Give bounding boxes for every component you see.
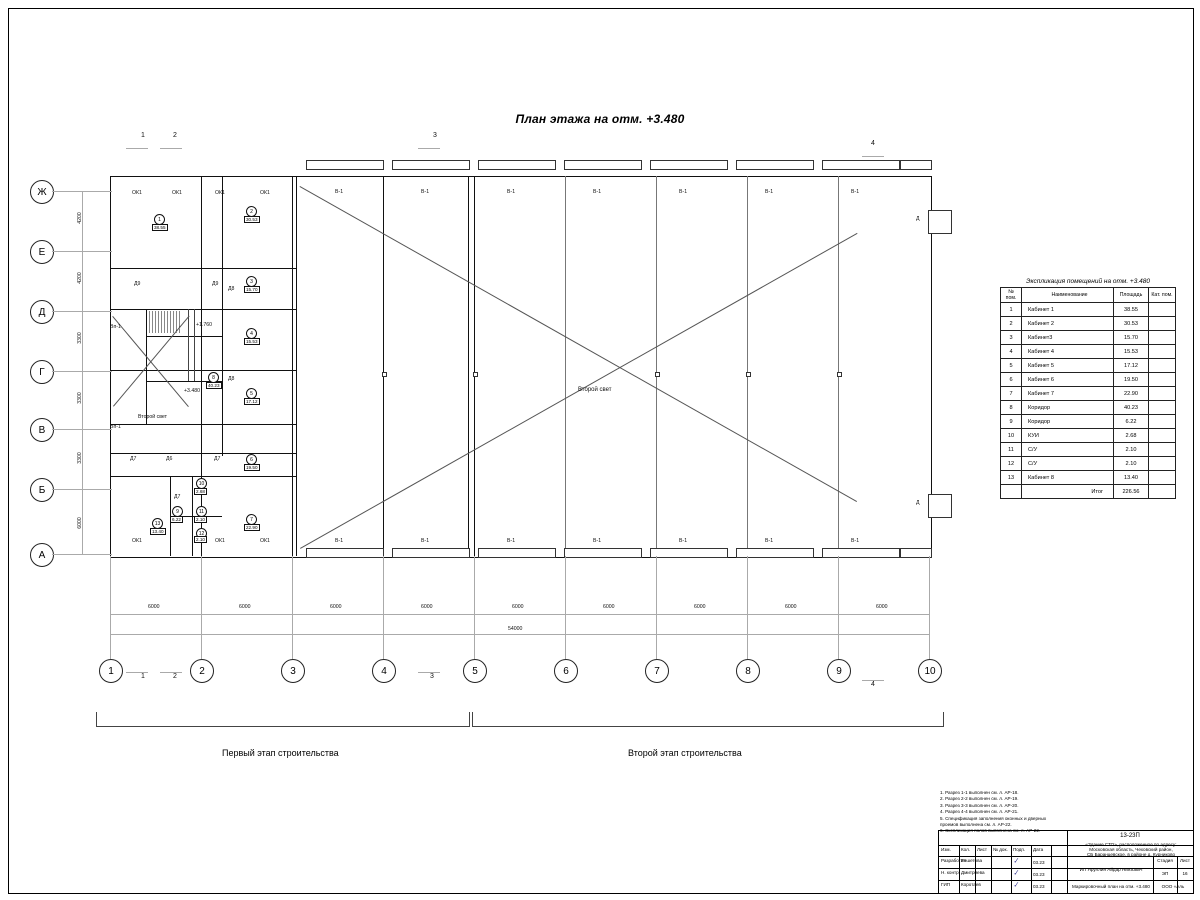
axis-bubble-2: 2	[190, 659, 214, 683]
section-mark-1-bottom: 1	[141, 673, 145, 680]
cell-num: 3	[1001, 331, 1022, 345]
window-ok1-bot-2: ОК1	[215, 538, 225, 544]
door-label-8: Д7	[174, 494, 181, 500]
axis-leader-v	[383, 556, 384, 659]
cell-num: 11	[1001, 443, 1022, 457]
vp1-label-1: Вп-1	[110, 324, 121, 330]
cell-area: 30.53	[1114, 317, 1149, 331]
window-b1-top-3	[478, 160, 556, 170]
door-label-right-top: Д	[916, 216, 920, 222]
explication-table	[1000, 287, 1176, 499]
header-kat: Кат. пом.	[1149, 288, 1176, 303]
cell-num: 8	[1001, 401, 1022, 415]
dim-bottom-6: 6000	[603, 604, 615, 610]
cell-name: Кабинет3	[1022, 331, 1114, 345]
section-leader	[126, 672, 148, 673]
cell-num: 1	[1001, 303, 1022, 317]
cell-total-area: 226.56	[1114, 485, 1149, 499]
dim-bottom-4: 6000	[421, 604, 433, 610]
axis-bubble-6: 6	[554, 659, 578, 683]
cell-num: 4	[1001, 345, 1022, 359]
dim-left-6: 6000	[76, 517, 83, 529]
notes-block	[940, 790, 1170, 835]
window-b1-top-8	[900, 160, 932, 170]
room-number: 9	[172, 506, 183, 517]
door-label-2: Д9	[212, 281, 219, 287]
cell-num: 9	[1001, 415, 1022, 429]
table-row	[1001, 443, 1176, 457]
dim-bottom-5: 6000	[512, 604, 524, 610]
axis-bubble-a: А	[30, 543, 54, 567]
vp1-label-2: Вп-1	[110, 424, 121, 430]
axis-leader-v	[656, 556, 657, 659]
window-b1-bot-3	[478, 548, 556, 558]
header-name: Наименование	[1022, 288, 1114, 303]
room-number: 10	[196, 478, 207, 489]
note-line: 5. Спецификация заполнения оконных и дверных	[940, 815, 1047, 821]
room-area: 19.50	[246, 465, 258, 470]
grid-line-6	[565, 176, 566, 556]
window-ok1-top-2: ОК1	[172, 190, 182, 196]
wall-h-5	[110, 453, 296, 454]
wall-v-corridor	[222, 268, 223, 456]
cell-empty	[1001, 485, 1022, 499]
door-right-top	[928, 210, 952, 234]
dim-left-4: 3300	[76, 392, 83, 404]
axis-bubble-5: 5	[463, 659, 487, 683]
window-label-top-2: В-1	[421, 189, 430, 195]
door-label-4: Д8	[228, 376, 235, 382]
section-mark-2-top: 2	[173, 132, 177, 139]
dim-line-total	[110, 634, 929, 635]
table-header-row	[1001, 288, 1176, 303]
cell-num: 13	[1001, 471, 1022, 485]
room-number: 7	[246, 514, 257, 525]
dim-left-2: 4200	[76, 272, 83, 284]
cell-area: 2.10	[1114, 457, 1149, 471]
axis-leader-v	[838, 556, 839, 659]
table-row	[1001, 331, 1176, 345]
stamp-col-izm: Изм.	[941, 847, 951, 852]
dim-bottom-2: 6000	[239, 604, 251, 610]
cell-name: Кабинет 7	[1022, 387, 1114, 401]
axis-leader	[52, 554, 112, 555]
axis-bubble-zh: Ж	[30, 180, 54, 204]
cell-name: Кабинет 5	[1022, 359, 1114, 373]
section-mark-2-bottom: 2	[173, 673, 177, 680]
window-b1-bot-1	[306, 548, 384, 558]
axis-bubble-g: Г	[30, 360, 54, 384]
cell-kat	[1149, 345, 1176, 359]
cell-name: Коридор	[1022, 415, 1114, 429]
column-marker	[382, 372, 387, 377]
room-number: 8	[208, 372, 219, 383]
note-line: 6. Экспликация полов выполнена см. л. АР-22.	[940, 828, 1041, 834]
door-label-7: Д7	[214, 456, 221, 462]
wall-h-1	[110, 268, 296, 269]
axis-bubble-1: 1	[99, 659, 123, 683]
stamp-code: 13-23П	[1120, 833, 1140, 839]
room-area: 2.10	[196, 517, 205, 522]
axis-bubble-d: Д	[30, 300, 54, 324]
section-leader	[418, 148, 440, 149]
column-marker	[746, 372, 751, 377]
door-label-right-bottom: Д	[916, 500, 920, 506]
cell-kat	[1149, 471, 1176, 485]
cell-name: Кабинет 1	[1022, 303, 1114, 317]
stamp-col-data: Дата	[1033, 847, 1044, 852]
column-marker	[837, 372, 842, 377]
stamp-col-podp: Подп.	[1013, 847, 1026, 852]
cell-empty	[1149, 485, 1176, 499]
room-number: 6	[246, 454, 257, 465]
window-b1-bot-4	[564, 548, 642, 558]
stamp-org: ООО «Аль	[1161, 884, 1185, 889]
axis-leader-v	[292, 556, 293, 659]
room-number: 3	[246, 276, 257, 287]
dim-total: 54000	[508, 626, 523, 632]
stamp-sheet-label: Лист	[1180, 858, 1190, 863]
dim-bottom-1: 6000	[148, 604, 160, 610]
axis-bubble-4: 4	[372, 659, 396, 683]
cell-area: 15.53	[1114, 345, 1149, 359]
grid-line-7	[656, 176, 657, 556]
cell-kat	[1149, 429, 1176, 443]
room-number: 1	[154, 214, 165, 225]
room-area: 30.53	[246, 217, 258, 222]
cell-name: Коридор	[1022, 401, 1114, 415]
axis-leader-v	[201, 556, 202, 659]
wall-h-stair-1	[146, 336, 222, 337]
window-b1-bot-7	[822, 548, 900, 558]
window-label-top-1: В-1	[335, 189, 344, 195]
section-leader	[418, 672, 440, 673]
cell-kat	[1149, 443, 1176, 457]
room-area: 40.23	[208, 383, 220, 388]
window-ok1-top-4: ОК1	[260, 190, 270, 196]
grid-line-1	[110, 176, 111, 556]
cell-num: 2	[1001, 317, 1022, 331]
cell-num: 10	[1001, 429, 1022, 443]
stamp-sheet-value: 16	[1182, 871, 1188, 876]
window-label-top-5: В-1	[679, 189, 688, 195]
stair-rail-2	[194, 309, 195, 381]
building-outline	[110, 176, 932, 558]
room-area: 13.40	[152, 529, 164, 534]
table-row	[1001, 471, 1176, 485]
cell-num: 6	[1001, 373, 1022, 387]
window-b1-top-6	[736, 160, 814, 170]
cell-kat	[1149, 457, 1176, 471]
cell-kat	[1149, 303, 1176, 317]
stamp-name-3: Коротаев	[961, 882, 981, 887]
cell-num: 12	[1001, 457, 1022, 471]
window-label-top-3: В-1	[507, 189, 516, 195]
stamp-date-2: 03.23	[1033, 872, 1045, 877]
dim-bottom-7: 6000	[694, 604, 706, 610]
window-label-bot-2: В-1	[421, 538, 430, 544]
wall-h-4	[110, 424, 296, 425]
wc-wall-top	[146, 476, 222, 477]
table-total-row	[1001, 485, 1176, 499]
cell-area: 38.55	[1114, 303, 1149, 317]
cell-name: Кабинет 8	[1022, 471, 1114, 485]
axis-bubble-v: В	[30, 418, 54, 442]
header-area: Площадь	[1114, 288, 1149, 303]
header-num: № пом.	[1001, 288, 1022, 303]
room-area: 15.70	[246, 287, 258, 292]
axis-bubble-9: 9	[827, 659, 851, 683]
window-b1-top-4	[564, 160, 642, 170]
section-mark-3-top: 3	[433, 132, 437, 139]
window-label-bot-5: В-1	[679, 538, 688, 544]
room-number: 2	[246, 206, 257, 217]
signature-mark: ✓	[1012, 869, 1020, 878]
floor-level-label: +3.480	[184, 388, 201, 394]
stamp-object-2: Московская область, Чеховский район,	[1089, 847, 1173, 852]
axis-bubble-7: 7	[645, 659, 669, 683]
explication-table-wrapper	[1000, 278, 1176, 499]
grid-line-3	[292, 176, 293, 556]
second-light-label-left: Второй свет	[138, 414, 167, 420]
note-line: 2. Разрез 2-2 выполнен см. л. АР-19.	[940, 796, 1019, 802]
cell-kat	[1149, 359, 1176, 373]
axis-bubble-b: Б	[30, 478, 54, 502]
stage-bracket-right	[472, 712, 944, 727]
cell-area: 6.22	[1114, 415, 1149, 429]
window-label-top-7: В-1	[851, 189, 860, 195]
section-leader	[862, 680, 884, 681]
window-ok1-bot-3: ОК1	[260, 538, 270, 544]
cell-name: Кабинет 2	[1022, 317, 1114, 331]
window-b1-top-2	[392, 160, 470, 170]
stamp-role-1: Разработал	[941, 858, 967, 863]
room-number: 11	[196, 506, 207, 517]
stamp-name-1: Решетова	[961, 858, 983, 863]
dim-bottom-3: 6000	[330, 604, 342, 610]
window-label-top-6: В-1	[765, 189, 774, 195]
cell-area: 2.10	[1114, 443, 1149, 457]
window-b1-top-5	[650, 160, 728, 170]
stamp-date-3: 03.23	[1033, 884, 1045, 889]
window-label-bot-4: В-1	[593, 538, 602, 544]
stair-level-label: +1.760	[196, 322, 213, 328]
door-label-5: Д7	[130, 456, 137, 462]
cell-kat	[1149, 401, 1176, 415]
cell-name: КУИ	[1022, 429, 1114, 443]
dim-bottom-8: 6000	[785, 604, 797, 610]
door-right-bottom	[928, 494, 952, 518]
stage-label-left: Первый этап строительства	[222, 748, 339, 758]
window-label-bot-6: В-1	[765, 538, 774, 544]
window-b1-bot-8	[900, 548, 932, 558]
hall-left-wall	[468, 176, 469, 556]
room-number: 13	[152, 518, 163, 529]
table-row	[1001, 429, 1176, 443]
page-title: План этажа на отм. +3.480	[515, 112, 685, 126]
column-marker	[473, 372, 478, 377]
window-b1-top-1	[306, 160, 384, 170]
section-leader	[160, 148, 182, 149]
note-line: 1. Разрез 1-1 выполнен см. л. АР-18.	[940, 790, 1019, 795]
section-mark-4-bottom: 4	[871, 681, 875, 688]
window-label-bot-3: В-1	[507, 538, 516, 544]
stamp-role-3: ГИП	[941, 882, 951, 887]
cell-area: 19.50	[1114, 373, 1149, 387]
cell-area: 22.90	[1114, 387, 1149, 401]
table-row	[1001, 415, 1176, 429]
window-b1-bot-2	[392, 548, 470, 558]
room-area: 22.90	[246, 525, 258, 530]
title-block	[938, 830, 1194, 894]
cell-kat	[1149, 387, 1176, 401]
table-row	[1001, 317, 1176, 331]
room-area: 17.12	[246, 399, 258, 404]
axis-leader-v	[474, 556, 475, 659]
cell-name: С/У	[1022, 457, 1114, 471]
cell-kat	[1149, 331, 1176, 345]
axis-leader-v	[110, 556, 111, 659]
cell-kat	[1149, 373, 1176, 387]
stamp-customer: ИП Яруллин Айдар Ниязович	[1079, 867, 1143, 872]
room-number: 12	[196, 528, 207, 539]
stage-partition-wall	[296, 176, 297, 556]
stamp-date-1: 03.23	[1033, 860, 1045, 865]
window-b1-bot-5	[650, 548, 728, 558]
cell-name: Кабинет 4	[1022, 345, 1114, 359]
room-number: 4	[246, 328, 257, 339]
cell-num: 7	[1001, 387, 1022, 401]
dim-line-bottom	[110, 614, 929, 615]
grid-line-5	[474, 176, 475, 556]
room-area: 15.53	[246, 339, 258, 344]
door-label-6: Д6	[166, 456, 173, 462]
section-leader	[862, 156, 884, 157]
stamp-stage-value: ЭП	[1161, 871, 1169, 876]
grid-line-8	[747, 176, 748, 556]
floor-plan	[110, 176, 930, 556]
dim-left-3: 3300	[76, 332, 83, 344]
window-label-top-4: В-1	[593, 189, 602, 195]
section-mark-4-top: 4	[871, 140, 875, 147]
stamp-name-2: Дмитриева	[961, 870, 985, 875]
window-b1-top-7	[822, 160, 900, 170]
cell-kat	[1149, 317, 1176, 331]
cell-name: С/У	[1022, 443, 1114, 457]
axis-bubble-8: 8	[736, 659, 760, 683]
grid-line-9	[838, 176, 839, 556]
note-line: проемов выполнена см. л. АР-22.	[940, 822, 1012, 828]
section-mark-3-bottom: 3	[430, 673, 434, 680]
stamp-drawing-name: Маркировочный план на отм. +3.480	[1072, 884, 1150, 889]
grid-line-2	[201, 176, 202, 556]
wall-h-3	[110, 370, 296, 371]
stair-rail	[188, 309, 189, 381]
window-ok1-bot-1: ОК1	[132, 538, 142, 544]
section-leader	[160, 672, 182, 673]
section-leader	[126, 148, 148, 149]
stamp-role-2: Н. контр.	[941, 870, 960, 875]
stage-bracket-left	[96, 712, 470, 727]
dim-line-left	[82, 191, 83, 554]
stamp-stage-label: Стадия	[1157, 858, 1173, 863]
axis-bubble-3: 3	[281, 659, 305, 683]
axis-leader-v	[565, 556, 566, 659]
cell-num: 5	[1001, 359, 1022, 373]
dim-bottom-9: 6000	[876, 604, 888, 610]
axis-bubble-e: Е	[30, 240, 54, 264]
room-area: 6.22	[172, 517, 181, 522]
table-row	[1001, 359, 1176, 373]
room-number: 5	[246, 388, 257, 399]
column-marker	[655, 372, 660, 377]
room-area: 38.55	[154, 225, 166, 230]
room-area: 2.10	[196, 537, 205, 542]
table-caption: Экспликация помещений на отм. +3.480	[1025, 278, 1150, 285]
table-row	[1001, 345, 1176, 359]
second-light-label: Второй свет	[578, 387, 612, 393]
table-row	[1001, 373, 1176, 387]
note-line: 4. Разрез 4-4 выполнен см. л. АР-21.	[940, 809, 1019, 815]
table-row	[1001, 387, 1176, 401]
axis-leader-v	[747, 556, 748, 659]
window-ok1-top-3: ОК1	[215, 190, 225, 196]
stamp-col-list: Лист	[977, 847, 987, 852]
signature-mark: ✓	[1012, 857, 1020, 866]
cell-area: 13.40	[1114, 471, 1149, 485]
door-label-3: Д8	[228, 286, 235, 292]
cell-kat	[1149, 415, 1176, 429]
table-row	[1001, 303, 1176, 317]
window-label-bot-1: В-1	[335, 538, 344, 544]
room-area: 2.68	[196, 489, 205, 494]
cell-area: 40.23	[1114, 401, 1149, 415]
cell-area: 2.68	[1114, 429, 1149, 443]
cell-name: Кабинет 6	[1022, 373, 1114, 387]
axis-bubble-10: 10	[918, 659, 942, 683]
door-label-1: Д9	[134, 281, 141, 287]
stamp-object-3: СБ Баранцевское, в районе д. Курниково	[1086, 852, 1176, 857]
note-line: 3. Разрез 3-3 выполнен см. л. АР-20.	[940, 802, 1019, 808]
window-ok1-top-1: ОК1	[132, 190, 142, 196]
axis-leader-v	[929, 556, 930, 659]
cell-area: 15.70	[1114, 331, 1149, 345]
cell-total-label: Итог	[1022, 485, 1114, 499]
cell-area: 17.12	[1114, 359, 1149, 373]
dim-left-5: 3300	[76, 452, 83, 464]
section-mark-1-top: 1	[141, 132, 145, 139]
stage-label-right: Второй этап строительства	[628, 748, 742, 758]
dim-left-1: 4200	[76, 212, 83, 224]
table-row	[1001, 401, 1176, 415]
signature-mark: ✓	[1012, 881, 1020, 890]
stamp-object-1: «Здание СТО», расположенное по адресу:	[1085, 842, 1177, 847]
stamp-col-kol: Кол.	[961, 847, 971, 852]
window-label-bot-7: В-1	[851, 538, 860, 544]
wall-h-2	[110, 309, 296, 310]
stamp-col-ndok: № док.	[993, 847, 1008, 852]
table-row	[1001, 457, 1176, 471]
